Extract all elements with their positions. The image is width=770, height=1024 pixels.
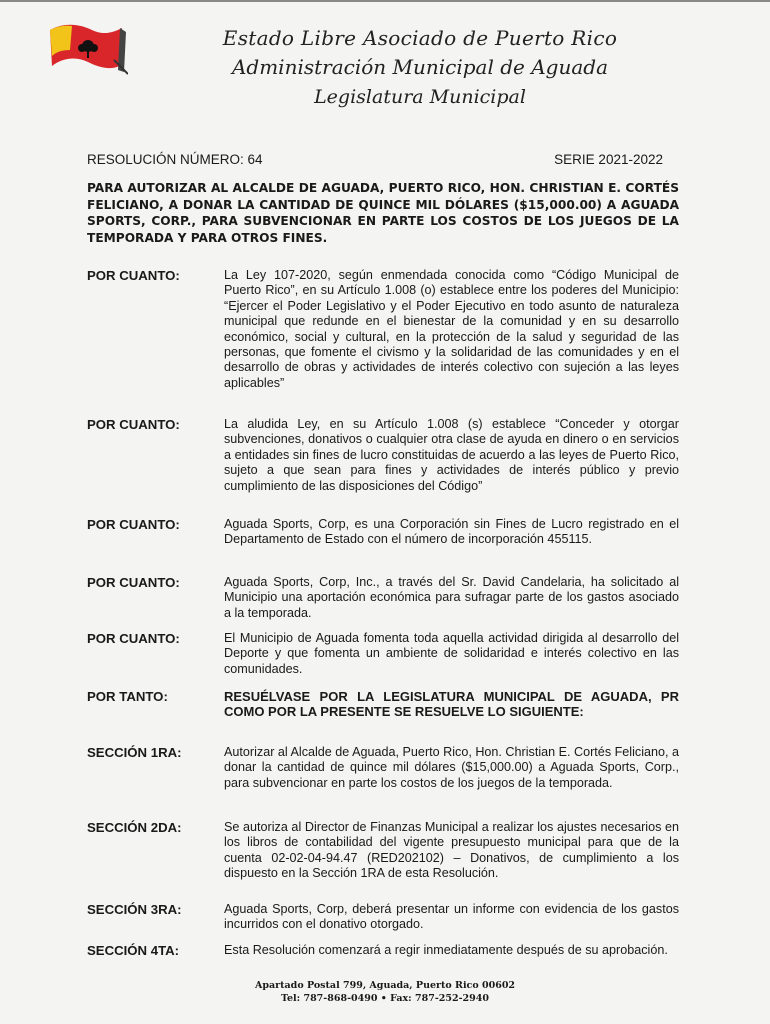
clause-por-cuanto-4 [87,575,679,621]
clause-label: SECCIÓN 3RA: [87,902,182,917]
clause-label: POR TANTO: [87,689,168,704]
resolution-title: PARA AUTORIZAR AL ALCALDE DE AGUADA, PUERTO RICO, HON. CHRISTIAN E. CORTÉS FELICIANO, A DONAR LA CANTIDAD DE QUINCE MIL DÓLARES ($15,000.00) A AGUADA SPORTS, CORP., PARA SUBVENCIONAR EN PARTE LOS COSTOS DE LOS JUEGOS DE LA TEMPORADA Y PARA OTROS FINES. [87,181,679,245]
clause-text: Aguada Sports, Corp, es una Corporación sin Fines de Lucro registrado en el Departamento de Estado con el número de incorporación 455115. [224,517,679,547]
letterhead-line-3: Legislatura Municipal [314,86,526,108]
letterhead-line-2: Administración Municipal de Aguada [231,55,609,79]
clause-label: POR CUANTO: [87,517,180,532]
clause-label: SECCIÓN 4TA: [87,943,180,958]
clause-text: RESUÉLVASE POR LA LEGISLATURA MUNICIPAL DE AGUADA, PR COMO POR LA PRESENTE SE RESUELVE LO SIGUIENTE: [224,689,679,720]
clause-por-cuanto-5 [87,631,679,677]
clause-text: La aludida Ley, en su Artículo 1.008 (s) establece “Conceder y otorgar subvenciones, donativos o cualquier otra clase de ayuda en dinero o en servicios a entidades sin fines de lucro constituidas de acuerdo a las leyes de Puerto Rico, sujeto a que sean para fines y actividades de interés público y previo cumplimiento de las disposiciones del Código” [224,417,679,493]
clause-label: SECCIÓN 2DA: [87,820,182,835]
letterhead [140,24,700,112]
clause-text: La Ley 107-2020, según enmendada conocida como “Código Municipal de Puerto Rico”, en su Artículo 1.008 (o) establece entre los poderes del Municipio: “Ejercer el Poder Legislativo y el Poder Ejecutivo en todo asunto de naturaleza municipal que redunde en el bienestar de la comunidad y en su desarrollo económico, social y cultural, en la protección de la salud y seguridad de las personas, que fomente el civismo y la solidaridad de las comunidades y en el desarrollo de obras y actividades de interés colectivo con sujeción a las leyes aplicables” [224,268,679,390]
clause-label: POR CUANTO: [87,268,180,283]
top-border [0,0,770,2]
letterhead-line-1: Estado Libre Asociado de Puerto Rico [222,26,618,50]
clause-seccion-3ra [87,902,679,933]
clause-label: POR CUANTO: [87,631,180,646]
footer-address: Apartado Postal 799, Aguada, Puerto Rico 00602 [254,980,516,991]
clause-seccion-4ta [87,943,679,958]
footer [0,979,770,1005]
resolution-series: SERIE 2021-2022 [554,152,663,167]
clause-label: POR CUANTO: [87,417,180,432]
clause-por-tanto [87,689,679,720]
clause-text: El Municipio de Aguada fomenta toda aquella actividad dirigida al desarrollo del Deporte y que fomenta un ambiente de solidaridad e interés colectivo en las comunidades. [224,631,679,676]
footer-phones: Tel: 787-868-0490 • Fax: 787-252-2940 [281,993,489,1004]
clause-label: POR CUANTO: [87,575,180,590]
clause-text: Se autoriza al Director de Finanzas Municipal a realizar los ajustes necesarios en los libros de contabilidad del vigente presupuesto municipal para que de la cuenta 02-02-04-94.47 (RED202102) – Donativos, de cumplimiento a los dispuesto en la Sección 1RA de esta Resolución. [224,820,679,881]
clause-por-cuanto-2 [87,417,679,494]
clause-seccion-2da [87,820,679,882]
resolution-row [87,152,663,167]
municipal-flag-icon [44,20,128,76]
clause-por-cuanto-1 [87,268,679,391]
clause-text: Aguada Sports, Corp, deberá presentar un informe con evidencia de los gastos incurridos con el donativo otorgado. [224,902,679,932]
resolution-number: RESOLUCIÓN NÚMERO: 64 [87,152,263,167]
clause-text: Autorizar al Alcalde de Aguada, Puerto Rico, Hon. Christian E. Cortés Feliciano, a donar la cantidad de quince mil dólares ($15,000.00) a Aguada Sports, Corp., para subvencionar en parte los costos de los juegos de la temporada. [224,745,680,790]
clause-seccion-1ra [87,745,679,791]
clause-text: Aguada Sports, Corp, Inc., a través del Sr. David Candelaria, ha solicitado al Municipio una aportación económica para sufragar parte de los gastos asociado a la temporada. [224,575,679,620]
clause-text: Esta Resolución comenzará a regir inmediatamente después de su aprobación. [224,943,668,957]
clause-label: SECCIÓN 1RA: [87,745,182,760]
clause-por-cuanto-3 [87,517,679,548]
